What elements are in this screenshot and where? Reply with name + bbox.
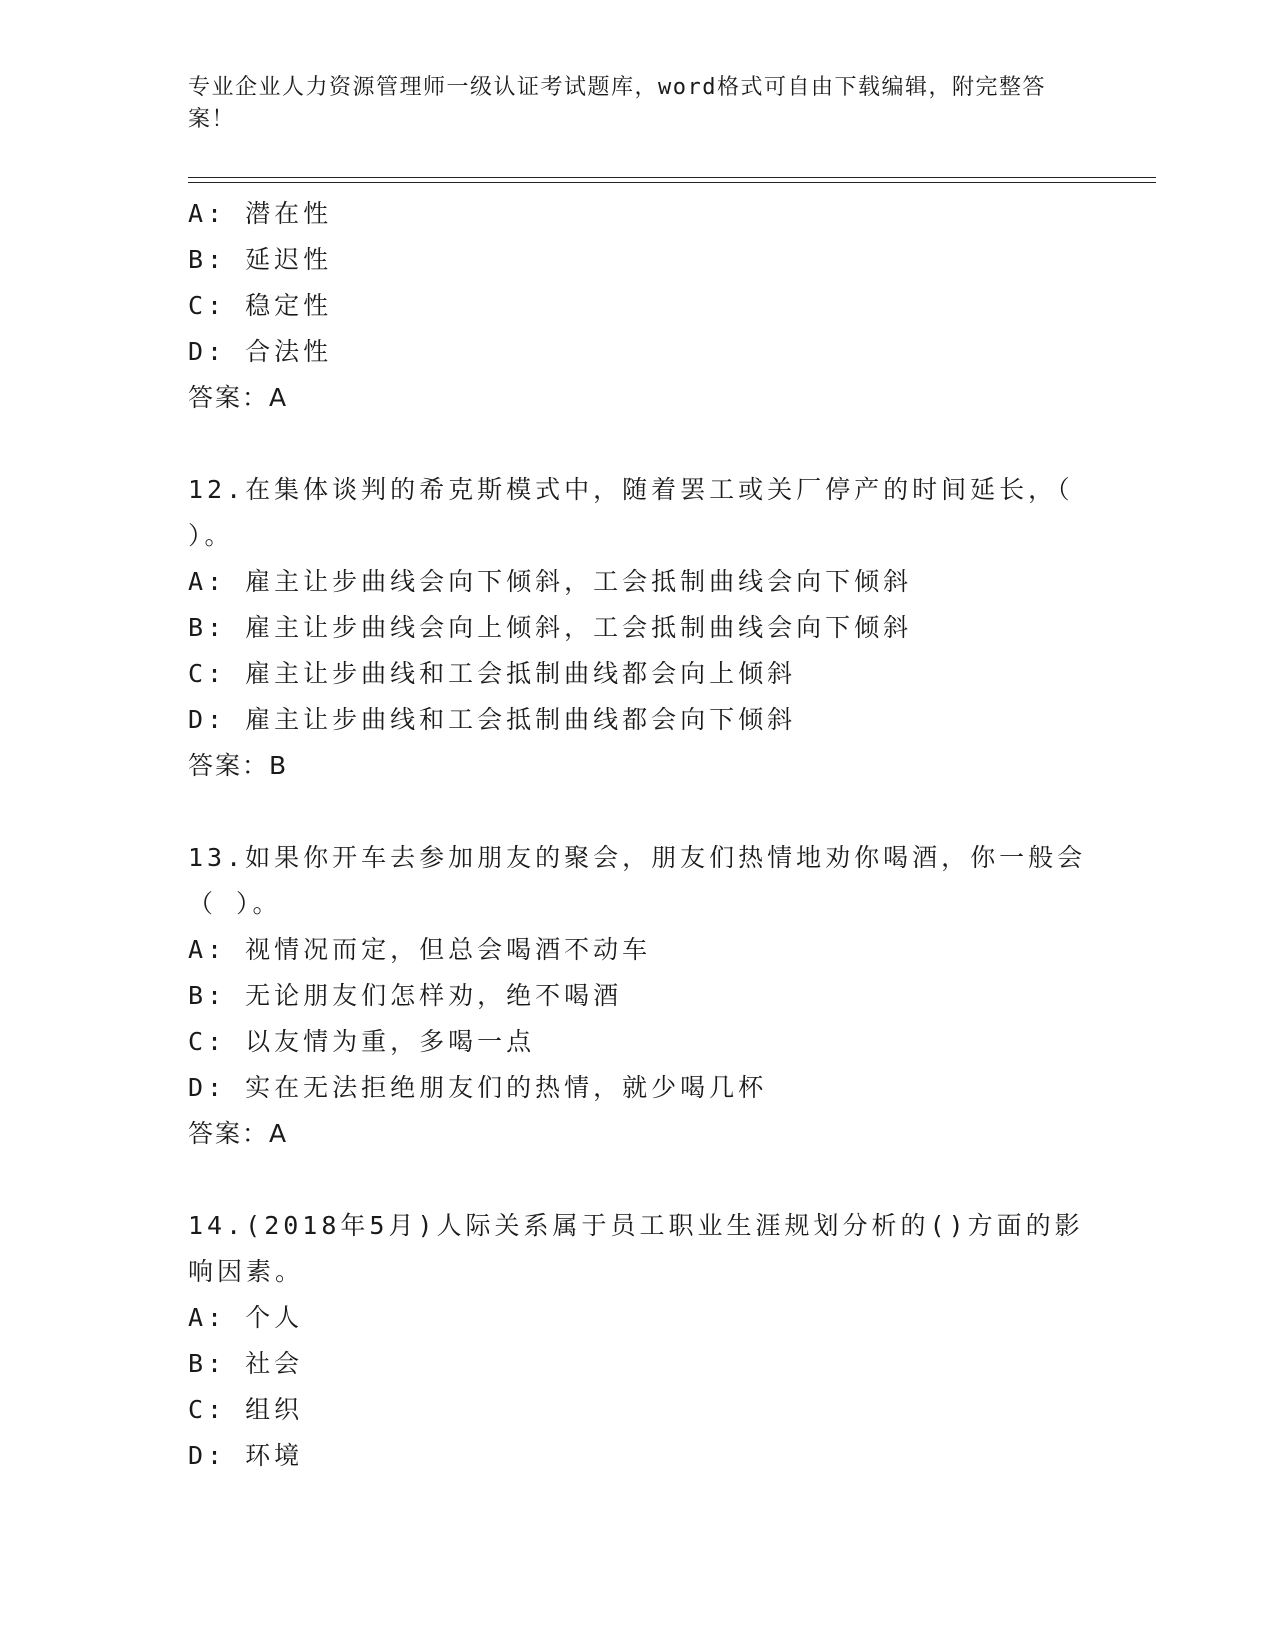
option-a: A: 视情况而定，但总会喝酒不动车 bbox=[188, 935, 652, 964]
option-d: D: 实在无法拒绝朋友们的热情，就少喝几杯 bbox=[188, 1073, 768, 1102]
option-d: D: 合法性 bbox=[188, 337, 333, 366]
option-d: D: 雇主让步曲线和工会抵制曲线都会向下倾斜 bbox=[188, 705, 797, 734]
option-b: B: 无论朋友们怎样劝，绝不喝酒 bbox=[188, 981, 623, 1010]
question-block-14 bbox=[188, 1203, 1088, 1479]
answer-line: 答案：A bbox=[188, 1119, 289, 1148]
option-b: B: 延迟性 bbox=[188, 245, 333, 274]
option-d: D: 环境 bbox=[188, 1441, 304, 1470]
option-b: B: 雇主让步曲线会向上倾斜，工会抵制曲线会向下倾斜 bbox=[188, 613, 913, 642]
option-c: C: 以友情为重，多喝一点 bbox=[188, 1027, 536, 1056]
option-b: B: 社会 bbox=[188, 1349, 304, 1378]
question-stem: 14.(2018年5月)人际关系属于员工职业生涯规划分析的()方面的影响因素。 bbox=[188, 1211, 1084, 1286]
answer-line: 答案：B bbox=[188, 751, 289, 780]
option-a: A: 潜在性 bbox=[188, 199, 333, 228]
option-c: C: 组织 bbox=[188, 1395, 304, 1424]
option-c: C: 稳定性 bbox=[188, 291, 333, 320]
header-rule-top bbox=[188, 177, 1156, 178]
option-a: A: 个人 bbox=[188, 1303, 304, 1332]
question-list bbox=[188, 191, 1088, 1479]
question-stem: 13.如果你开车去参加朋友的聚会，朋友们热情地劝你喝酒，你一般会（ ）。 bbox=[188, 843, 1087, 918]
document-header: 专业企业人力资源管理师一级认证考试题库，word格式可自由下载编辑，附完整答案！ bbox=[188, 75, 1046, 132]
question-block-prev bbox=[188, 191, 1088, 421]
header-rule-bottom bbox=[188, 182, 1156, 183]
option-a: A: 雇主让步曲线会向下倾斜，工会抵制曲线会向下倾斜 bbox=[188, 567, 913, 596]
answer-line: 答案：A bbox=[188, 383, 289, 412]
question-block-13 bbox=[188, 835, 1088, 1157]
question-block-12 bbox=[188, 467, 1088, 789]
option-c: C: 雇主让步曲线和工会抵制曲线都会向上倾斜 bbox=[188, 659, 797, 688]
question-stem: 12.在集体谈判的希克斯模式中，随着罢工或关厂停产的时间延长，（ ）。 bbox=[188, 475, 1074, 550]
